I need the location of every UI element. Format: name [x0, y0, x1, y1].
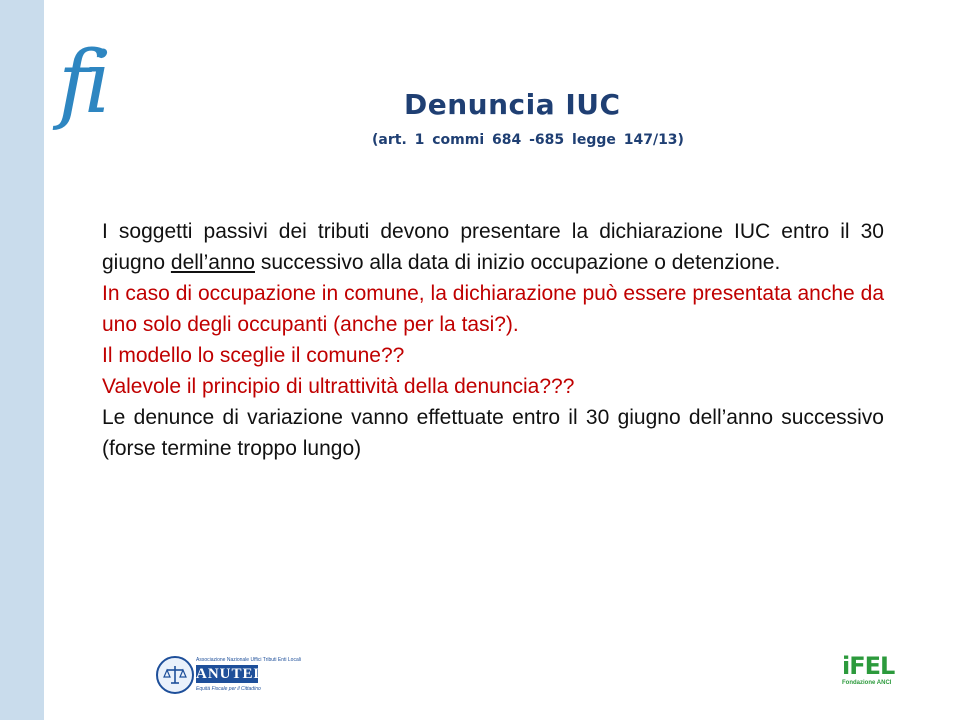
ifel-name: iFEL: [842, 652, 895, 680]
paragraph-obligation: [102, 216, 884, 278]
paragraph-ultractivity-question: Valevole il principio di ultrattività della denuncia???: [102, 375, 575, 398]
ifel-subtitle: Fondazione ANCI: [842, 680, 892, 686]
anutel-tagline: Equità Fiscale per il Cittadino: [196, 686, 261, 692]
ifel-logo: [842, 652, 902, 696]
fi-logo: fi: [58, 33, 106, 133]
anutel-name: ANUTEL: [196, 666, 265, 682]
side-band: [0, 0, 44, 720]
paragraph-obligation-part1: I soggetti passivi dei tributi devono presentare la dichiarazione IUC entro il 30 giugno: [102, 220, 884, 274]
anutel-logo: [156, 656, 301, 696]
paragraph-model-question: Il modello lo sceglie il comune??: [102, 344, 405, 367]
underlined-text: dell’anno: [170, 251, 255, 274]
scales-icon: [156, 656, 194, 694]
page-subtitle: (art. 1 commi 684 -685 legge 147/13): [372, 132, 684, 148]
page-title: Denuncia IUC: [404, 88, 621, 121]
paragraph-obligation-part2: successivo alla data di inizio occupazione o detenzione.: [254, 251, 781, 274]
paragraph-joint-occupation: In caso di occupazione in comune, la dichiarazione può essere presentata anche da uno solo degli occupanti (anche per la tasi?).: [102, 282, 884, 336]
body-text: [102, 216, 884, 464]
paragraph-variation: Le denunce di variazione vanno effettuate entro il 30 giugno dell’anno successivo (forse termine troppo lungo): [102, 406, 884, 460]
anutel-org-name: Associazione Nazionale Uffici Tributi Enti Locali: [196, 657, 301, 663]
